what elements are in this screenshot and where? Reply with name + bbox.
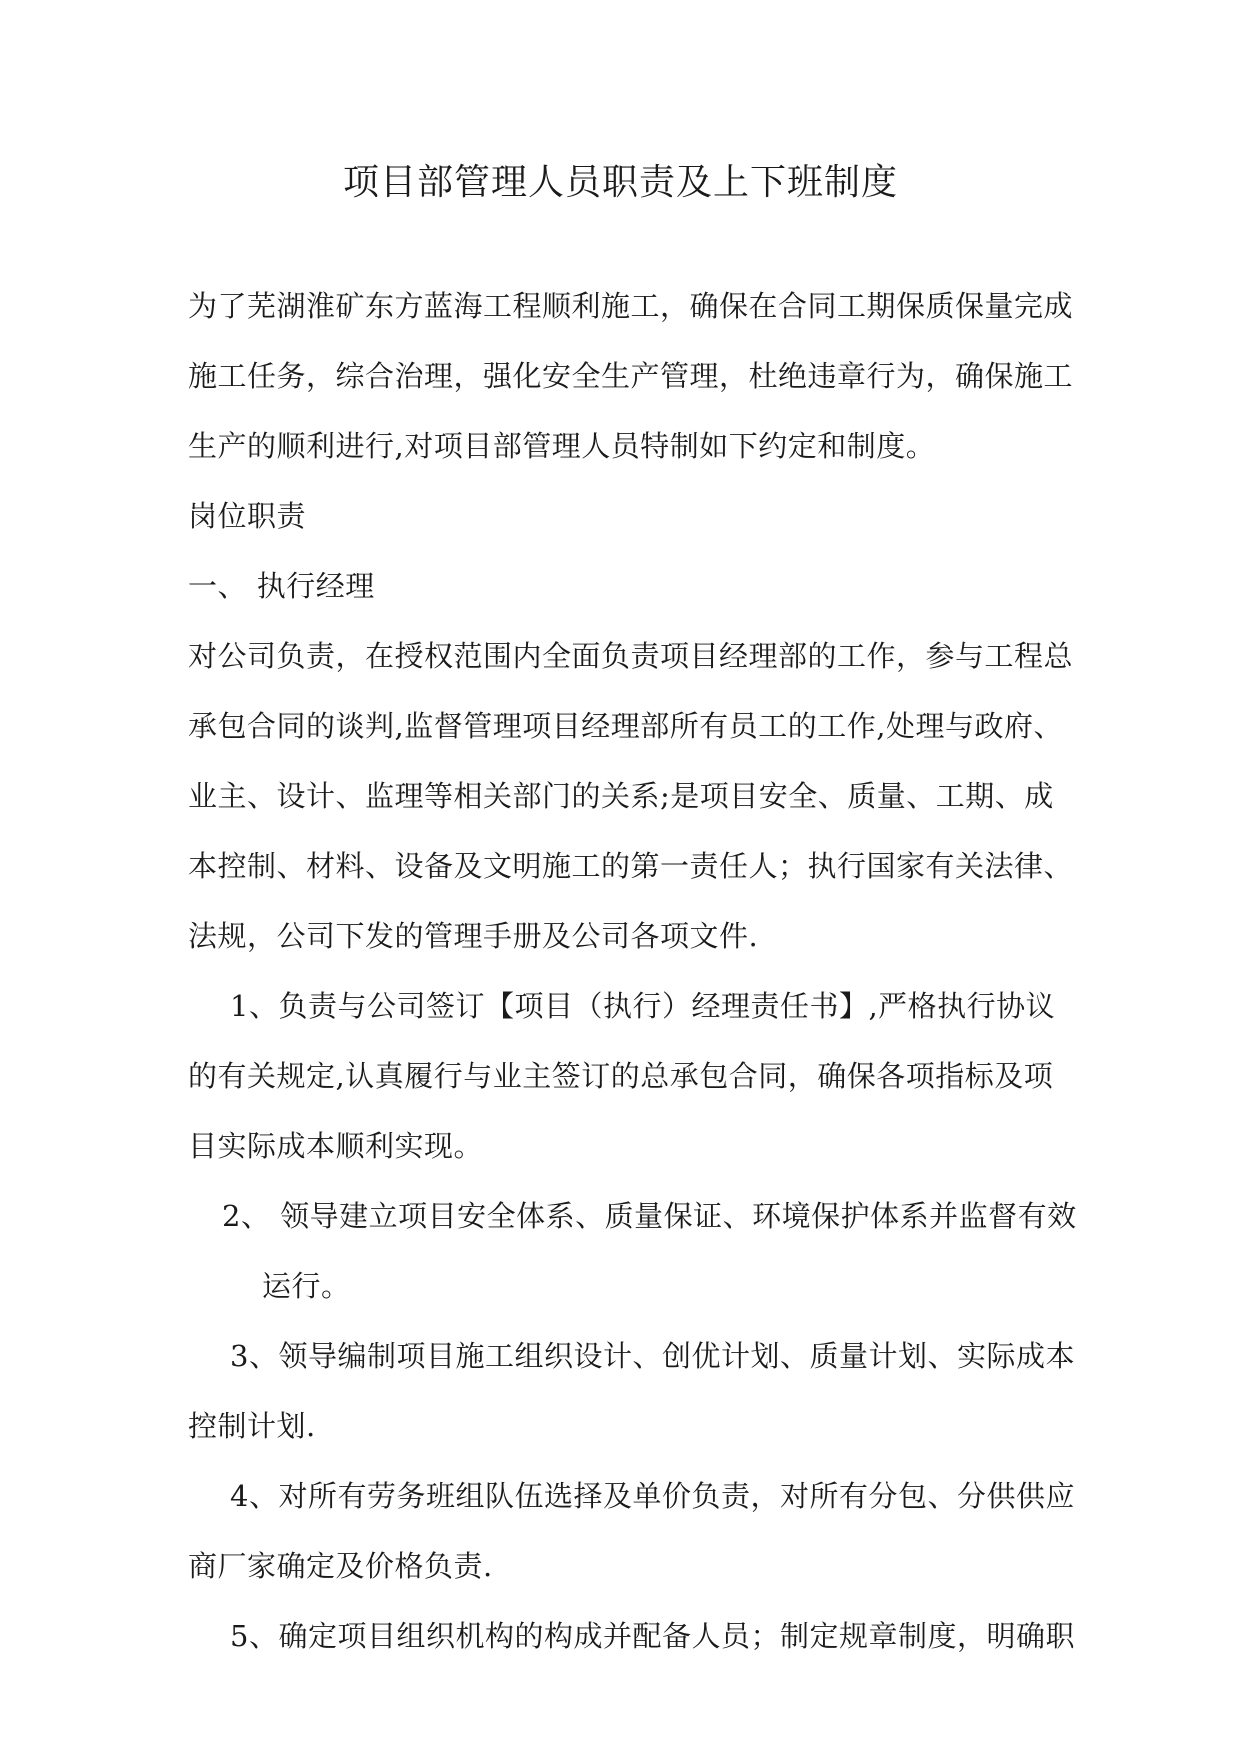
list-item-1: 1、负责与公司签订【项目（执行）经理责任书】,严格执行协议 xyxy=(230,989,1056,1023)
body-line: 施工任务，综合治理，强化安全生产管理，杜绝违章行为，确保施工 xyxy=(188,359,1074,393)
body-line: 目实际成本顺利实现。 xyxy=(188,1129,484,1163)
document-title: 项目部管理人员职责及上下班制度 xyxy=(342,162,898,203)
body-line: 承包合同的谈判,监督管理项目经理部所有员工的工作,处理与政府、 xyxy=(188,709,1063,743)
body-line: 运行。 xyxy=(262,1269,351,1303)
body-line: 本控制、材料、设备及文明施工的第一责任人；执行国家有关法律、 xyxy=(188,849,1074,883)
body-line: 为了芜湖淮矿东方蓝海工程顺利施工，确保在合同工期保质保量完成 xyxy=(188,289,1074,323)
body-line: 生产的顺利进行,对项目部管理人员特制如下约定和制度。 xyxy=(188,429,936,463)
subsection-heading: 一、 执行经理 xyxy=(188,569,375,603)
body-line: 商厂家确定及价格负责. xyxy=(188,1549,493,1583)
body-line: 控制计划. xyxy=(188,1409,316,1443)
body-line: 的有关规定,认真履行与业主签订的总承包合同，确保各项指标及项 xyxy=(188,1059,1054,1093)
list-item-2: 2、 领导建立项目安全体系、质量保证、环境保护体系并监督有效 xyxy=(222,1199,1077,1233)
list-item-4: 4、对所有劳务班组队伍选择及单价负责，对所有分包、分供供应 xyxy=(230,1479,1075,1513)
body-line: 对公司负责，在授权范围内全面负责项目经理部的工作，参与工程总 xyxy=(188,639,1074,673)
body-line: 法规，公司下发的管理手册及公司各项文件. xyxy=(188,919,759,953)
section-heading: 岗位职责 xyxy=(188,499,307,533)
list-item-5: 5、确定项目组织机构的构成并配备人员；制定规章制度，明确职 xyxy=(230,1619,1075,1653)
list-item-3: 3、领导编制项目施工组织设计、创优计划、质量计划、实际成本 xyxy=(230,1339,1075,1373)
body-line: 业主、设计、监理等相关部门的关系;是项目安全、质量、工期、成 xyxy=(188,779,1054,813)
